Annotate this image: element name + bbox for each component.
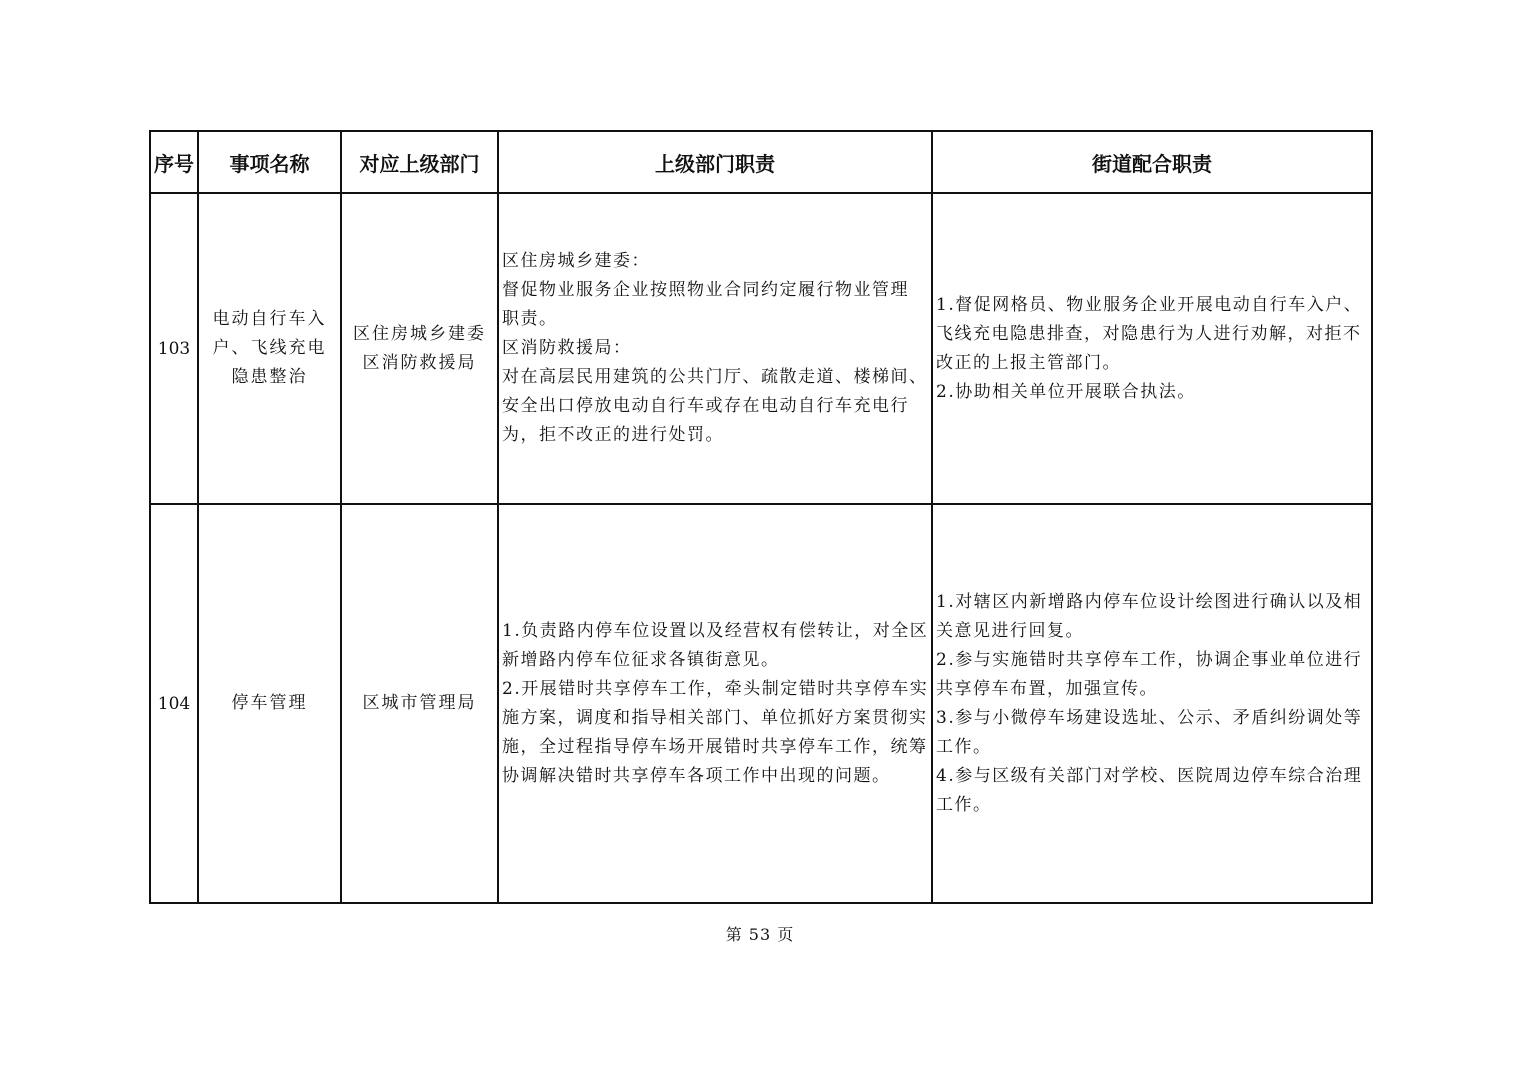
duty-line: 对在高层民用建筑的公共门厅、疏散走道、楼梯间、	[502, 367, 928, 387]
duty-line: 施，全过程指导停车场开展错时共享停车工作，统筹	[502, 736, 928, 757]
header-item-name: 事项名称	[198, 131, 341, 193]
street-duty-cell	[932, 504, 1372, 903]
item-name-line: 户、飞线充电	[212, 338, 327, 358]
header-street-duty: 街道配合职责	[932, 131, 1372, 193]
duty-line: 督促物业服务企业按照物业合同约定履行物业管理	[502, 280, 909, 300]
duty-line: 安全出口停放电动自行车或存在电动自行车充电行	[502, 396, 909, 416]
item-name-line: 隐患整治	[231, 367, 308, 387]
duty-line: 区住房城乡建委：	[502, 251, 650, 271]
coop-line: 飞线充电隐患排查，对隐患行为人进行劝解，对拒不	[936, 323, 1362, 344]
coop-line: 工作。	[936, 736, 992, 757]
duty-line: 1.负责路内停车位设置以及经营权有偿转让，对全区	[502, 620, 929, 641]
coop-line: 工作。	[936, 794, 992, 815]
coop-line: 2.参与实施错时共享停车工作，协调企事业单位进行	[936, 649, 1363, 670]
street-duty-cell	[932, 193, 1372, 504]
coop-line: 1.督促网格员、物业服务企业开展电动自行车入户、	[936, 294, 1363, 315]
header-superior-duty: 上级部门职责	[498, 131, 932, 193]
coop-line: 改正的上报主管部门。	[936, 352, 1121, 373]
dept-cell	[341, 193, 498, 504]
duty-line: 为，拒不改正的进行处罚。	[502, 425, 724, 445]
superior-duty-cell	[498, 193, 932, 504]
item-name-line: 电动自行车入	[212, 309, 327, 329]
page-number: 第 53 页	[725, 925, 795, 944]
coop-line: 2.协助相关单位开展联合执法。	[936, 381, 1196, 402]
dept-line: 区住房城乡建委	[353, 323, 486, 344]
coop-line: 共享停车布置，加强宣传。	[936, 678, 1158, 699]
coop-line: 4.参与区级有关部门对学校、医院周边停车综合治理	[936, 765, 1363, 786]
row-number: 104	[150, 504, 198, 903]
duty-line: 区消防救援局：	[502, 338, 632, 358]
coop-line: 1.对辖区内新增路内停车位设计绘图进行确认以及相	[936, 591, 1363, 612]
item-name-line: 停车管理	[231, 693, 308, 713]
duty-line: 2.开展错时共享停车工作，牵头制定错时共享停车实	[502, 678, 929, 699]
table-row	[150, 193, 1372, 504]
duty-line: 职责。	[502, 309, 558, 329]
duty-line: 协调解决错时共享停车各项工作中出现的问题。	[502, 765, 891, 786]
coop-line: 关意见进行回复。	[936, 620, 1084, 641]
coop-line: 3.参与小微停车场建设选址、公示、矛盾纠纷调处等	[936, 707, 1363, 728]
duty-table	[149, 130, 1373, 904]
dept-cell	[341, 504, 498, 903]
superior-duty-cell	[498, 504, 932, 903]
dept-line: 区城市管理局	[362, 693, 477, 713]
header-superior-dept: 对应上级部门	[341, 131, 498, 193]
item-name-cell	[198, 193, 341, 504]
dept-line: 区消防救援局	[362, 352, 477, 373]
item-name-cell	[198, 504, 341, 903]
duty-line: 施方案，调度和指导相关部门、单位抓好方案贯彻实	[502, 707, 928, 728]
duty-line: 新增路内停车位征求各镇街意见。	[502, 649, 780, 670]
header-serial-number: 序号	[150, 131, 198, 193]
table-header-row	[150, 131, 1372, 193]
table-row	[150, 504, 1372, 903]
row-number: 103	[150, 193, 198, 504]
